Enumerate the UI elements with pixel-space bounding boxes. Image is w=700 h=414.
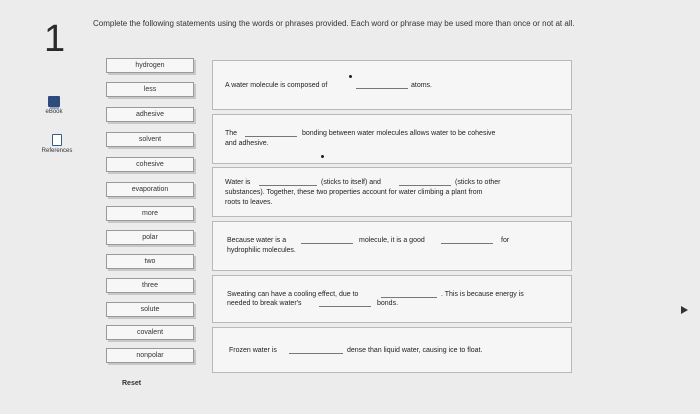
question-box-4 (212, 221, 572, 271)
q2-text-b: bonding between water molecules allows water to be cohesive (302, 130, 496, 137)
mouse-pointer-icon (681, 306, 688, 314)
q1-text-a: A water molecule is composed of (225, 82, 328, 89)
q4-text-a: Because water is a (227, 237, 287, 244)
q4-text-c: for (501, 237, 510, 244)
word-chip-cohesive[interactable]: cohesive (106, 157, 194, 172)
ebook-label: eBook (45, 109, 63, 115)
word-chip-evaporation[interactable]: evaporation (106, 182, 194, 197)
word-chip-solvent[interactable]: solvent (106, 132, 194, 147)
q3-text-e: roots to leaves. (225, 199, 273, 206)
ebook-link[interactable] (24, 96, 84, 115)
instructions: Complete the following statements using the words or phrases provided. Each word or phrase may be used more than once or not at all. (93, 19, 575, 28)
q4-blank-2[interactable] (441, 236, 493, 244)
q5-text-a: Sweating can have a cooling effect, due to (227, 291, 359, 298)
q3-text-c: (sticks to other (455, 179, 501, 186)
q2-blank-1[interactable] (245, 129, 297, 137)
q6-blank-1[interactable] (289, 346, 343, 354)
q2-text-c: and adhesive. (225, 140, 269, 147)
word-chip-adhesive[interactable]: adhesive (106, 107, 194, 122)
word-chip-less[interactable]: less (106, 82, 194, 97)
word-chip-more[interactable]: more (106, 206, 194, 221)
word-chip-hydrogen[interactable]: hydrogen (106, 58, 194, 73)
word-chip-covalent[interactable]: covalent (106, 325, 194, 340)
document-icon (52, 134, 62, 146)
q5-blank-2[interactable] (319, 299, 371, 307)
q2-text-a: The (225, 130, 238, 137)
q3-text-b: (sticks to itself) and (321, 179, 381, 186)
references-label: References (41, 148, 73, 154)
q3-blank-2[interactable] (399, 178, 451, 186)
word-chip-nonpolar[interactable]: nonpolar (106, 348, 194, 363)
word-chip-polar[interactable]: polar (106, 230, 194, 245)
question-box-5 (212, 275, 572, 323)
q3-blank-1[interactable] (259, 178, 317, 186)
q4-blank-1[interactable] (301, 236, 353, 244)
question-box-2 (212, 114, 572, 164)
word-chip-three[interactable]: three (106, 278, 194, 293)
q1-text-b: atoms. (411, 82, 433, 89)
q6-text-a: Frozen water is (229, 347, 277, 354)
q1-blank-1[interactable] (356, 81, 408, 89)
q5-text-b: . This is because energy is (441, 291, 524, 298)
question-box-3 (212, 167, 572, 217)
q5-text-c: needed to break water's (227, 300, 302, 307)
q3-text-d: substances). Together, these two properties account for water climbing a plant from (225, 189, 483, 196)
word-chip-solute[interactable]: solute (106, 302, 194, 317)
q1-dot (349, 75, 352, 78)
q4-text-d: hydrophilic molecules. (227, 247, 296, 254)
question-box-1 (212, 60, 572, 110)
q5-blank-1[interactable] (381, 290, 437, 298)
q3-text-a: Water is (225, 179, 251, 186)
reset-button[interactable]: Reset (122, 380, 142, 387)
question-number: 1 (44, 18, 66, 60)
word-chip-two[interactable]: two (106, 254, 194, 269)
q6-text-b: dense than liquid water, causing ice to float. (347, 347, 483, 354)
question-box-6 (212, 327, 572, 373)
book-icon (48, 96, 60, 107)
references-link[interactable] (27, 134, 87, 154)
q2-dot (321, 155, 324, 158)
q4-text-b: molecule, it is a good (359, 237, 425, 244)
q5-text-d: bonds. (377, 300, 399, 307)
